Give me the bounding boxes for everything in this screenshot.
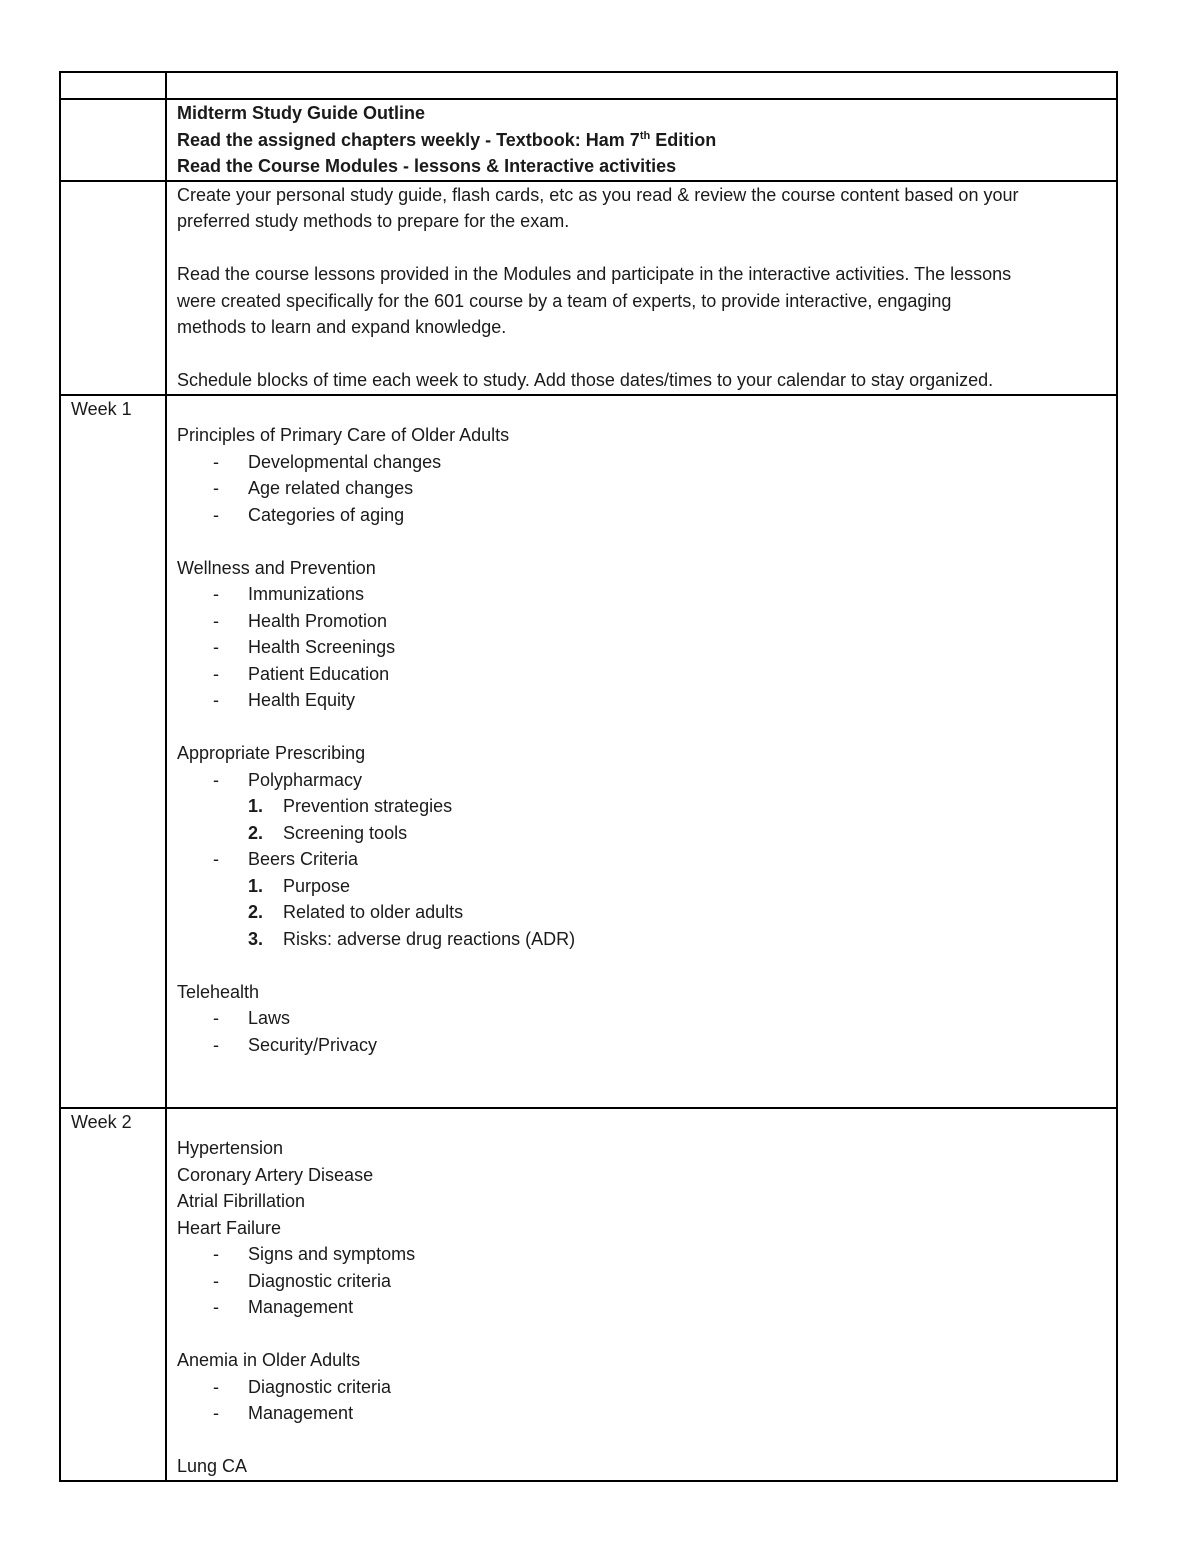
- list-item: - Polypharmacy: [213, 769, 363, 790]
- topic-title: Hypertension: [177, 1138, 284, 1158]
- intro-text: Create your personal study guide, flash cards, etc as you read & review the course content based on your: [177, 184, 1019, 205]
- header-label-cell: [60, 99, 166, 181]
- intro-label-cell: [60, 181, 166, 395]
- week1-label: Week 1: [60, 395, 166, 1108]
- list-item: - Patient Education: [213, 663, 390, 684]
- empty-label-cell: [60, 72, 166, 99]
- list-item: - Management: [213, 1403, 354, 1423]
- list-item: - Immunizations: [213, 584, 365, 604]
- topic-title: Heart Failure: [177, 1217, 282, 1238]
- topic-title: Coronary Artery Disease: [177, 1164, 374, 1185]
- table-row-header: [60, 99, 1117, 181]
- list-item: - Developmental changes: [213, 451, 442, 472]
- intro-text: Read the course lessons provided in the Modules and participate in the interactive activities. The lessons: [177, 264, 1012, 284]
- intro-text: methods to learn and expand knowledge.: [177, 317, 507, 337]
- list-item: - Health Screenings: [213, 637, 396, 657]
- list-item: - Health Equity: [213, 690, 356, 710]
- numbered-item: 3. Risks: adverse drug reactions (ADR): [248, 928, 576, 949]
- list-item: - Diagnostic criteria: [213, 1270, 392, 1291]
- topic-title: Atrial Fibrillation: [177, 1191, 306, 1211]
- week2-content-cell: [166, 1108, 1117, 1481]
- section-title: Anemia in Older Adults: [177, 1350, 361, 1370]
- table-row-empty-top: [60, 72, 1117, 99]
- list-item: - Age related changes: [213, 478, 414, 498]
- table-row-intro: [60, 181, 1117, 395]
- section-title: Principles of Primary Care of Older Adults: [177, 425, 510, 445]
- study-guide-table: [59, 71, 1118, 1482]
- textbook-line: Read the assigned chapters weekly - Textbook: Ham 7th Edition: [177, 129, 717, 150]
- section-title: Appropriate Prescribing: [177, 743, 366, 763]
- intro-text: Schedule blocks of time each week to study. Add those dates/times to your calendar to stay organized.: [177, 370, 994, 390]
- list-item: - Security/Privacy: [213, 1034, 378, 1055]
- table-row-week2: [60, 1108, 1117, 1481]
- guide-title: Midterm Study Guide Outline: [177, 103, 426, 123]
- list-item: - Diagnostic criteria: [213, 1376, 392, 1397]
- list-item: - Management: [213, 1297, 354, 1317]
- empty-content-cell: [166, 72, 1117, 99]
- header-content-cell: [166, 99, 1117, 181]
- list-item: - Health Promotion: [213, 610, 388, 631]
- list-item: - Signs and symptoms: [213, 1244, 416, 1264]
- list-item: - Beers Criteria: [213, 849, 359, 869]
- numbered-item: 2. Screening tools: [248, 822, 408, 843]
- table-row-week1: [60, 395, 1117, 1108]
- week2-label: Week 2: [60, 1108, 166, 1481]
- intro-text: preferred study methods to prepare for the exam.: [177, 211, 570, 231]
- numbered-item: 2. Related to older adults: [248, 902, 464, 922]
- intro-text: were created specifically for the 601 course by a team of experts, to provide interactive, engaging: [177, 290, 952, 311]
- list-item: - Laws: [213, 1008, 291, 1028]
- numbered-item: 1. Purpose: [248, 875, 351, 896]
- list-item: - Categories of aging: [213, 504, 405, 525]
- numbered-item: 1. Prevention strategies: [248, 796, 453, 816]
- section-title: Wellness and Prevention: [177, 557, 376, 578]
- intro-content-cell: [166, 181, 1117, 395]
- week1-content-cell: [166, 395, 1117, 1108]
- modules-line: Read the Course Modules - lessons & Interactive activities: [177, 156, 677, 176]
- topic-title: Lung CA: [177, 1456, 248, 1476]
- section-title: Telehealth: [177, 981, 260, 1002]
